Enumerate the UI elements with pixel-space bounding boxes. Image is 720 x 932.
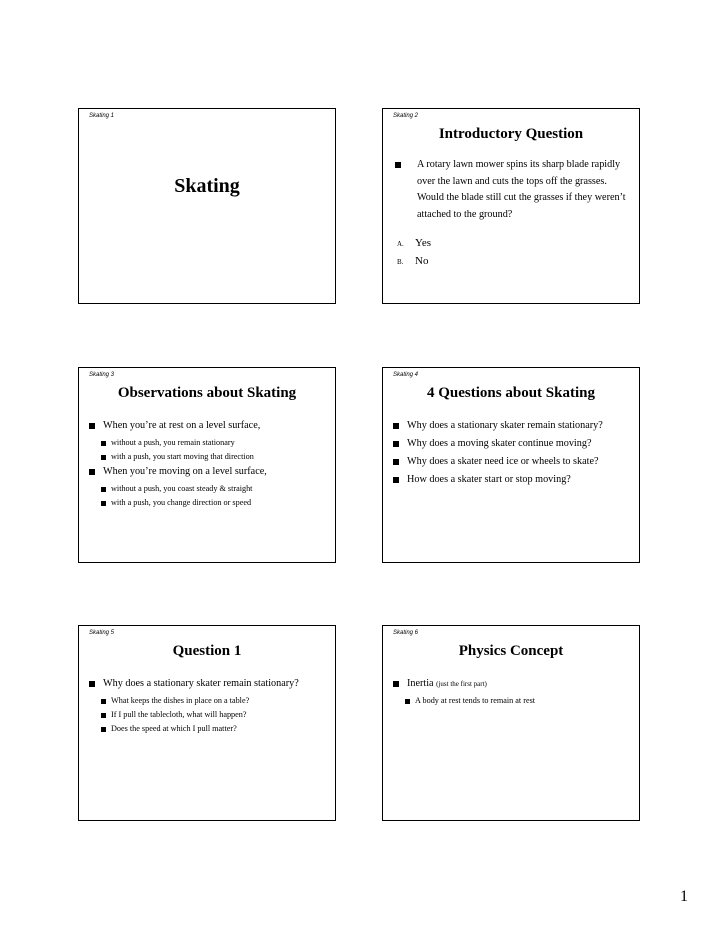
slide-label: Skating 2: [393, 113, 419, 119]
answer-list: [397, 235, 431, 271]
answer-text: No: [415, 255, 429, 267]
sub-bullet-item: without a push, you remain stationary: [89, 436, 329, 450]
page-number: 1: [680, 888, 688, 905]
concept-note: (just the first part): [436, 680, 487, 688]
bullet-list: [89, 676, 329, 736]
sub-bullet-item: What keeps the dishes in place on a table?: [89, 694, 329, 708]
sub-bullet-item: A body at rest tends to remain at rest: [393, 694, 633, 708]
slide-label: Skating 4: [393, 372, 419, 378]
bullet-item: [393, 676, 633, 692]
slide-label: Skating 5: [89, 630, 115, 636]
answer-letter: B.: [397, 258, 404, 266]
slide-title: Introductory Question: [438, 126, 584, 142]
answer-letter: A.: [397, 240, 404, 248]
bullet-item: Why does a skater need ice or wheels to skate?: [393, 454, 633, 470]
slide-title: Observations about Skating: [117, 385, 297, 401]
sub-bullet-item: without a push, you coast steady & straight: [89, 482, 329, 496]
bullet-item: When you’re at rest on a level surface,: [89, 418, 329, 434]
slide-title: 4 Questions about Skating: [427, 385, 595, 401]
slide-1: [78, 108, 336, 304]
bullet-list: [393, 418, 633, 490]
slide-6: [382, 625, 640, 821]
slide-3: [78, 367, 336, 563]
bullet-list: [393, 676, 633, 708]
slide-4: [382, 367, 640, 563]
bullet-item: Why does a moving skater continue moving?: [393, 436, 633, 452]
question-text: A rotary lawn mower spins its sharp blade rapidly over the lawn and cuts the tops off the grasses. Would the blade still cut the grasses if they weren’t attached to the ground?: [395, 157, 633, 223]
bullet-item: Why does a stationary skater remain stationary?: [393, 418, 633, 434]
slide-title: Question 1: [172, 643, 242, 659]
bullet-item: When you’re moving on a level surface,: [89, 464, 329, 480]
bullet-list: [89, 418, 329, 510]
concept-term: Inertia: [407, 678, 434, 689]
answer-text: Yes: [415, 237, 432, 249]
slide-label: Skating 1: [89, 113, 115, 119]
bullet-item: Why does a stationary skater remain stationary?: [89, 676, 329, 692]
answer-option: [397, 235, 431, 253]
slide-5: [78, 625, 336, 821]
sub-bullet-item: Does the speed at which I pull matter?: [89, 722, 329, 736]
answer-option: [397, 253, 431, 271]
bullet-item: How does a skater start or stop moving?: [393, 472, 633, 488]
slide-2: [382, 108, 640, 304]
bullet-list: [395, 157, 633, 225]
sub-bullet-item: If I pull the tablecloth, what will happen?: [89, 708, 329, 722]
sub-bullet-item: with a push, you change direction or speed: [89, 496, 329, 510]
slide-label: Skating 3: [89, 372, 115, 378]
slide-title: Physics Concept: [458, 643, 564, 659]
slide-label: Skating 6: [393, 630, 419, 636]
sub-bullet-item: with a push, you start moving that direction: [89, 450, 329, 464]
slide-title: Skating: [174, 175, 240, 197]
